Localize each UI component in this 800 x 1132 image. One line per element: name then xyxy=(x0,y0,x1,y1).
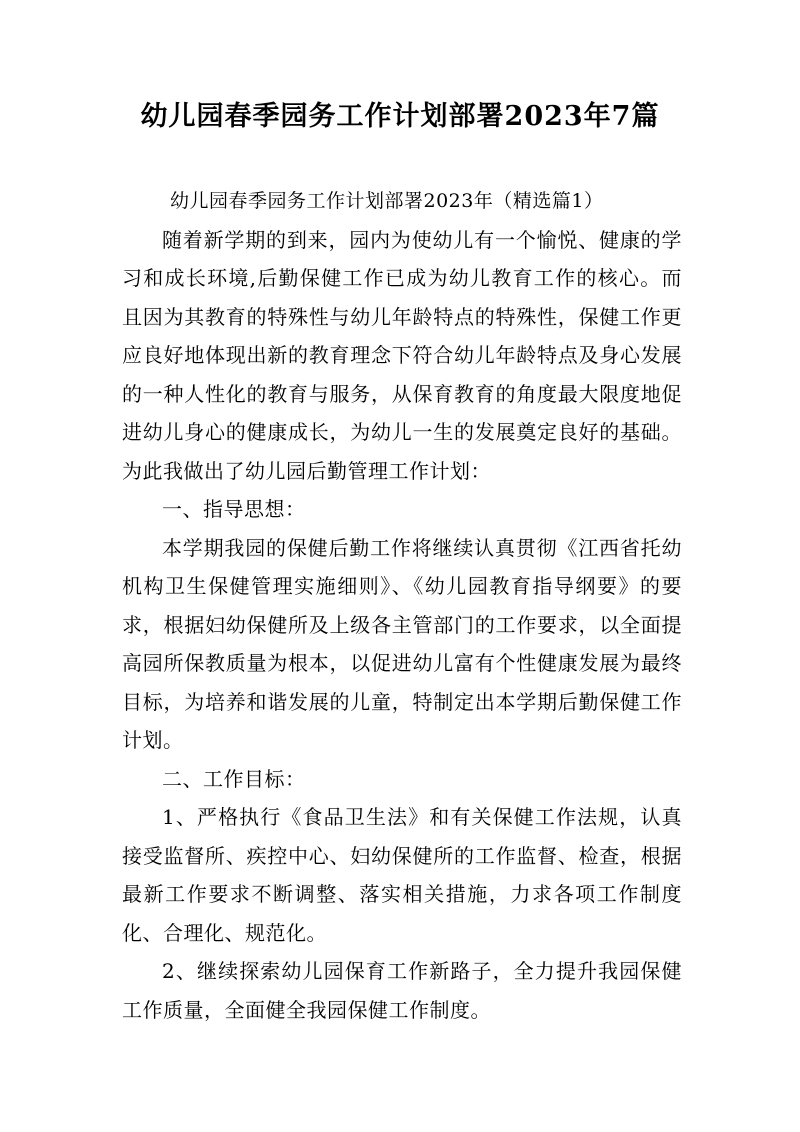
section-subtitle: 幼儿园春季园务工作计划部署2023年（精选篇1） xyxy=(170,190,604,212)
goal-item-1: 1、严格执行《食品卫生法》和有关保健工作法规，认真接受监督所、疾控中心、妇幼保健所的工作监督、检查，根据最新工作要求不断调整、落实相关措施，力求各项工作制度化、合理化、规范化。 xyxy=(122,805,682,945)
document-body xyxy=(122,182,682,1029)
guiding-ideology-paragraph: 本学期我园的保健后勤工作将继续认真贯彻《江西省托幼机构卫生保健管理实施细则》、《幼儿园教育指导纲要》的要求，根据妇幼保健所及上级各主管部门的工作要求，以全面提高园所保教质量为根本，以促进幼儿富有个性健康发展为最终目标，为培养和谐发展的儿童，特制定出本学期后勤保健工作计划。 xyxy=(122,535,682,752)
goal-item-2: 2、继续探索幼儿园保育工作新路子，全力提升我园保健工作质量，全面健全我园保健工作制度。 xyxy=(122,959,682,1022)
intro-paragraph: 随着新学期的到来，园内为使幼儿有一个愉悦、健康的学习和成长环境,后勤保健工作已成为幼儿教育工作的核心。而且因为其教育的特殊性与幼儿年龄特点的特殊性，保健工作更应良好地体现出新的教育理念下符合幼儿年龄特点及身心发展的一种人性化的教育与服务，从保育教育的角度最大限度地促进幼儿身心的健康成长，为幼儿一生的发展奠定良好的基础。为此我做出了幼儿园后勤管理工作计划： xyxy=(122,227,682,483)
heading-work-goals: 二、工作目标： xyxy=(162,766,306,791)
heading-guiding-ideology: 一、指导思想： xyxy=(162,497,306,521)
document-title: 幼儿园春季园务工作计划部署2023年7篇 xyxy=(140,101,660,132)
